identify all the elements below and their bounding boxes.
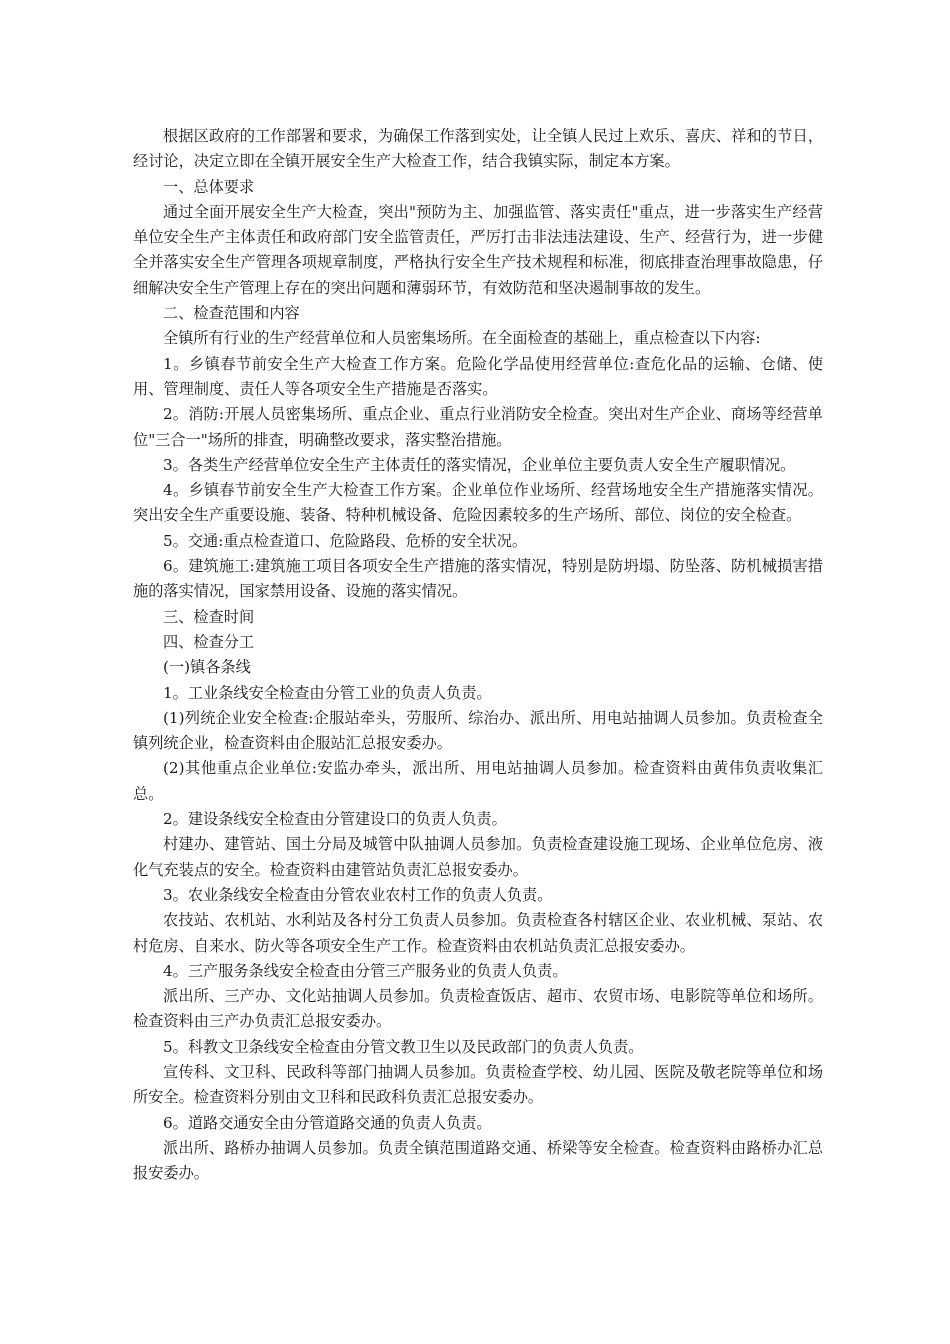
paragraph: 派出所、三产办、文化站抽调人员参加。负责检查饭店、超市、农贸市场、电影院等单位和场所。检查资料由三产办负责汇总报安委办。 — [133, 987, 823, 1031]
paragraph: 2。建设条线安全检查由分管建设口的负责人负责。 — [163, 810, 507, 829]
paragraph: 3。各类生产经营单位安全生产主体责任的落实情况，企业单位主要负责人安全生产履职情况。 — [163, 455, 796, 474]
paragraph: 5。科教文卫条线安全检查由分管文教卫生以及民政部门的负责人负责。 — [163, 1037, 644, 1056]
paragraph: 5。交通:重点检查道口、危险路段、危桥的安全状况。 — [163, 531, 528, 550]
paragraph: 2。消防:开展人员密集场所、重点企业、重点行业消防安全检查。突出对生产企业、商场等经营单位"三合一"场所的排查，明确整改要求，落实整治措施。 — [133, 405, 823, 449]
paragraph: (1)列统企业安全检查:企服站牵头，劳服所、综治办、派出所、用电站抽调人员参加。负责检查全镇列统企业，检查资料由企服站汇总报安委办。 — [133, 708, 823, 753]
section-heading: 四、检查分工 — [163, 632, 255, 651]
paragraph: 1。乡镇春节前安全生产大检查工作方案。危险化学品使用经营单位:查危化品的运输、仓储、使用、管理制度、责任人等各项安全生产措施是否落实。 — [133, 354, 823, 398]
paragraph: 6。道路交通安全由分管道路交通的负责人负责。 — [163, 1113, 492, 1132]
section-heading: (一)镇各条线 — [163, 658, 251, 677]
paragraph: 全镇所有行业的生产经营单位和人员密集场所。在全面检查的基础上，重点检查以下内容: — [163, 329, 761, 348]
paragraph: 派出所、路桥办抽调人员参加。负责全镇范围道路交通、桥梁等安全检查。检查资料由路桥办汇总报安委办。 — [133, 1138, 823, 1183]
paragraph: 根据区政府的工作部署和要求，为确保工作落到实处，让全镇人民过上欢乐、喜庆、祥和的节日，经讨论，决定立即在全镇开展安全生产大检查工作，结合我镇实际，制定本方案。 — [133, 127, 823, 171]
section-heading: 二、检查范围和内容 — [163, 304, 300, 323]
paragraph: 1。工业条线安全检查由分管工业的负责人负责。 — [163, 683, 492, 702]
section-heading: 一、总体要求 — [163, 177, 255, 196]
document-body — [133, 124, 823, 1186]
paragraph: 通过全面开展安全生产大检查，突出"预防为主、加强监管、落实责任"重点，进一步落实生产经营单位安全生产主体责任和政府部门安全监管责任，严厉打击非法违法建设、生产、经营行为，进一步健全并落实安全生产管理各项规章制度，严格执行安全生产技术规程和标准，彻底排查治理事故隐患，仔细解决安全生产管理上存在的突出问题和薄弱环节，有效防范和坚决遏制事故的发生。 — [133, 202, 823, 297]
paragraph: 村建办、建管站、国土分局及城管中队抽调人员参加。负责检查建设施工现场、企业单位危房、液化气充装点的安全。检查资料由建管站负责汇总报安委办。 — [133, 835, 823, 879]
paragraph: (2)其他重点企业单位:安监办牵头，派出所、用电站抽调人员参加。检查资料由黄伟负责收集汇总。 — [133, 759, 823, 803]
paragraph: 宣传科、文卫科、民政科等部门抽调人员参加。负责检查学校、幼儿园、医院及敬老院等单位和场所安全。检查资料分别由文卫科和民政科负责汇总报安委办。 — [133, 1062, 823, 1107]
paragraph: 4。三产服务条线安全检查由分管三产服务业的负责人负责。 — [163, 961, 568, 980]
paragraph: 3。农业条线安全检查由分管农业农村工作的负责人负责。 — [163, 885, 553, 904]
paragraph: 6。建筑施工:建筑施工项目各项安全生产措施的落实情况，特别是防坍塌、防坠落、防机械损害措施的落实情况，国家禁用设备、设施的落实情况。 — [133, 557, 823, 601]
paragraph: 农技站、农机站、水利站及各村分工负责人员参加。负责检查各村辖区企业、农业机械、泵站、农村危房、自来水、防火等各项安全生产工作。检查资料由农机站负责汇总报安委办。 — [133, 911, 823, 955]
section-heading: 三、检查时间 — [163, 607, 255, 626]
paragraph: 4。乡镇春节前安全生产大检查工作方案。企业单位作业场所、经营场地安全生产措施落实情况。突出安全生产重要设施、装备、特种机械设备、危险因素较多的生产场所、部位、岗位的安全检查。 — [133, 481, 823, 525]
